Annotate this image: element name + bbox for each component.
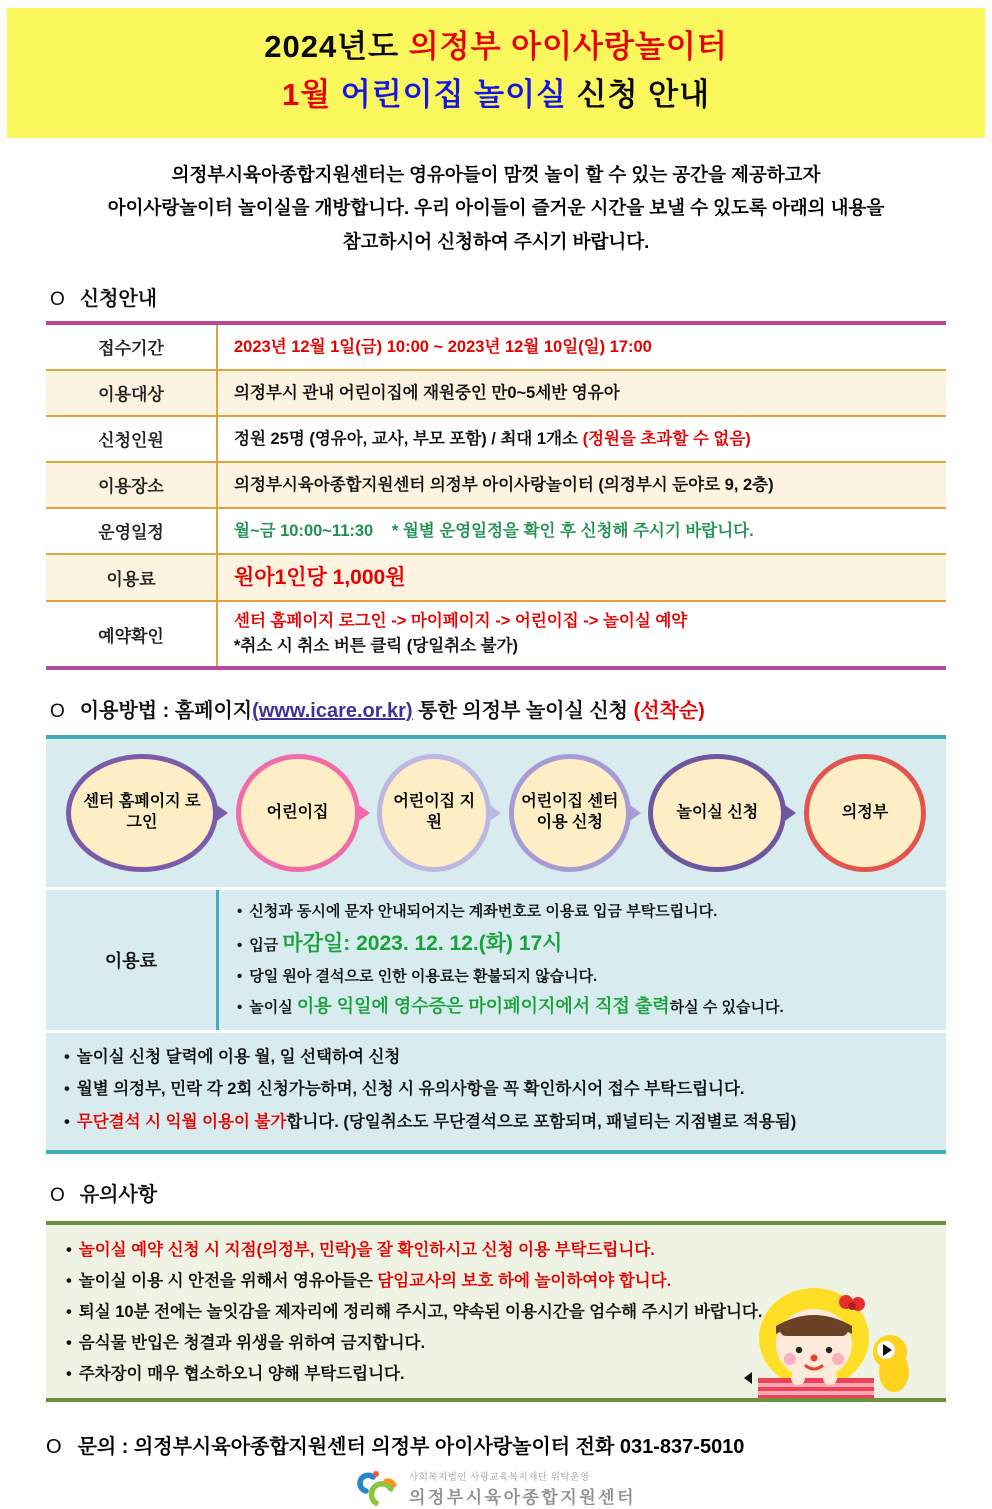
caution-panel [46,1221,946,1402]
logo-line-large: 의정부시육아종합지원센터 [408,1488,637,1508]
caution-line [66,1235,926,1266]
flow-step [236,754,370,872]
table-row [46,553,946,601]
title-line-2 [7,71,985,119]
fee-item-text: 당일 원아 결석으로 인한 이용료는 환불되지 않습니다. [249,967,598,985]
circle-marker-icon: O [50,1184,65,1206]
contact-line [46,1430,946,1459]
bullet-icon: • [237,936,243,954]
section-title-apply: 신청안내 [79,287,158,310]
fee-receipt-highlight: 이용 익일에 영수증은 마이페이지에서 직접 출력 [296,995,670,1016]
method-notes [46,1033,946,1150]
fee-item [237,898,928,925]
row-label: 예약확인 [46,602,218,666]
note-line [64,1073,928,1105]
row-value: 월~금 10:00~11:30 [234,521,374,540]
flow-step [377,754,501,872]
section-title-caution: 유의사항 [79,1183,158,1206]
row-value: 2023년 12월 1일(금) 10:00 ~ 2023년 12월 10일(일) 17:00 [234,337,652,356]
title-month: 1월 [281,77,332,113]
circle-marker-icon: O [46,1435,62,1458]
row-label: 이용대상 [46,371,218,415]
method-panel [46,735,946,1154]
logo-line-small: 사회복지법인 사랑교육복지재단 위탁운영 [408,1472,590,1484]
contact-text: 문의 : 의정부시육아종합지원센터 의정부 아이사랑놀이터 전화 031-837-5010 [77,1435,745,1458]
row-value-note: * 월별 운영일정을 확인 후 신청해 주시기 바랍니다. [391,521,754,540]
row-value: 센터 홈페이지 로그인 -> 마이페이지 -> 어린이집 -> 놀이실 예약 [234,612,688,631]
flow-circle: 의정부 [804,754,926,872]
bullet-icon: • [66,1240,72,1259]
note-line [64,1041,928,1073]
fee-details [219,890,946,1030]
method-prefix: 이용방법 : 홈페이지 [79,699,253,722]
table-row [46,369,946,415]
flow-step [804,754,926,872]
bullet-icon: • [237,998,243,1016]
method-mid: 통한 의정부 놀이실 신청 [418,699,628,722]
row-label: 접수기간 [46,325,218,369]
fee-label: 이용료 [46,890,219,1030]
bullet-icon: • [66,1364,72,1383]
fee-item-text: 하실 수 있습니다. [669,998,784,1016]
title-band [7,8,985,138]
arrow-right-icon [782,803,796,823]
notice-document [0,8,992,1508]
center-logo [0,1469,992,1509]
bullet-icon: • [66,1271,72,1290]
note-text: 놀이실 신청 달력에 이용 월, 일 선택하여 신청 [76,1048,401,1067]
row-label: 이용장소 [46,463,218,507]
arrow-right-icon [487,803,501,823]
center-logo-text [409,1469,636,1508]
caution-text: 주차장이 매우 협소하오니 양해 부탁드립니다. [78,1364,405,1383]
table-row [46,507,946,553]
circle-marker-icon: O [50,700,65,722]
flow-circle: 센터 홈페이지 로그인 [66,754,218,872]
bullet-icon: • [64,1080,70,1099]
title-year: 2024년도 [264,29,400,64]
title-subject: 어린이집 놀이실 [340,77,567,113]
flow-diagram [46,739,946,887]
title-suffix: 신청 안내 [576,77,711,113]
intro-paragraph [0,158,992,258]
row-value: 의정부시육아종합지원센터 의정부 아이사랑놀이터 (의정부시 둔야로 9, 2층) [234,475,774,494]
caution-text: 음식물 반입은 청결과 위생을 위하여 금지합니다. [78,1333,426,1352]
fee-item-text: 놀이실 [249,998,293,1016]
bullet-icon: • [237,967,243,985]
table-row [46,600,946,666]
note-text: 월별 의정부, 민락 각 2회 신청가능하며, 신청 시 유의사항을 꼭 확인하시어 접수 부탁드립니다. [76,1080,745,1099]
title-place: 의정부 아이사랑놀이터 [408,29,728,64]
section-header-method [50,694,942,723]
flow-circle: 어린이집 [236,754,360,872]
caution-text: 퇴실 10분 전에는 놀잇감을 제자리에 정리해 주시고, 약속된 이용시간을 엄수해 주시기 바랍니다. [78,1302,763,1321]
flow-circle: 놀이실 신청 [648,754,786,872]
apply-info-table [46,321,946,670]
arrow-right-icon [214,803,228,823]
center-logo-icon [356,1469,402,1509]
section-title-method [80,694,705,723]
flow-step [66,754,228,872]
fee-item [237,963,928,990]
flow-circle: 어린이집 지원 [377,754,491,872]
row-label: 이용료 [46,555,218,601]
fee-item-text: 입금 [249,936,279,954]
bullet-icon: • [64,1112,70,1131]
flow-step [648,754,796,872]
row-value: 원아1인당 1,000원 [234,565,406,589]
fee-row [46,887,946,1033]
child-illustration [744,1286,920,1398]
row-value-warning: (정원을 초과할 수 없음) [582,429,751,448]
bullet-icon: • [64,1048,70,1067]
bullet-icon: • [66,1333,72,1352]
bullet-icon: • [66,1302,72,1321]
table-row [46,461,946,507]
caution-text-warning: 놀이실 예약 신청 시 지점(의정부, 민락)을 잘 확인하시고 신청 이용 부탁드립니다. [78,1240,655,1259]
homepage-link[interactable]: (www.icare.or.kr) [252,699,413,722]
arrow-right-icon [356,803,370,823]
row-value-line2: *취소 시 취소 버튼 클릭 (당일취소 불가) [234,637,519,656]
flow-step [509,754,641,872]
caution-text: 놀이실 이용 시 안전을 위해서 영유아들은 [78,1271,373,1290]
circle-marker-icon: O [50,288,65,310]
fee-deadline: 마감일: 2023. 12. 12.(화) 17시 [282,931,563,955]
fee-item [237,990,928,1022]
table-row [46,415,946,461]
caution-text-warning: 담임교사의 보호 하에 놀이하여야 합니다. [377,1271,672,1290]
section-header-caution [50,1178,942,1207]
fee-item [237,925,928,963]
note-text-warning: 무단결석 시 익월 이용이 불가 [76,1112,287,1131]
note-text: 합니다. (당일취소도 무단결석으로 포함되며, 패널티는 지점별로 적용됨) [286,1112,797,1131]
intro-line-3: 참고하시어 신청하여 주시기 바랍니다. [342,230,650,252]
fee-item-text: 신청과 동시에 문자 안내되어지는 계좌번호로 이용료 입금 부탁드립니다. [249,902,718,920]
intro-line-2: 아이사랑놀이터 놀이실을 개방합니다. 우리 아이들이 즐거운 시간을 보낼 수 있도록 아래의 내용을 [107,197,885,219]
bullet-icon: • [237,902,243,920]
intro-line-1: 의정부시육아종합지원센터는 영유아들이 맘껏 놀이 할 수 있는 공간을 제공하고자 [171,164,821,186]
method-first-come: (선착순) [633,699,705,722]
table-row [46,325,946,369]
title-line-1 [7,23,985,71]
row-value: 의정부시 관내 어린이집에 재원중인 만0~5세반 영유아 [234,383,620,402]
arrow-right-icon [627,803,641,823]
row-label: 신청인원 [46,417,218,461]
flow-circle: 어린이집 센터이용 신청 [509,754,631,872]
row-label: 운영일정 [46,509,218,553]
section-header-apply [50,282,942,311]
row-value: 정원 25명 (영유아, 교사, 부모 포함) / 최대 1개소 [234,429,578,448]
note-line [64,1106,928,1138]
